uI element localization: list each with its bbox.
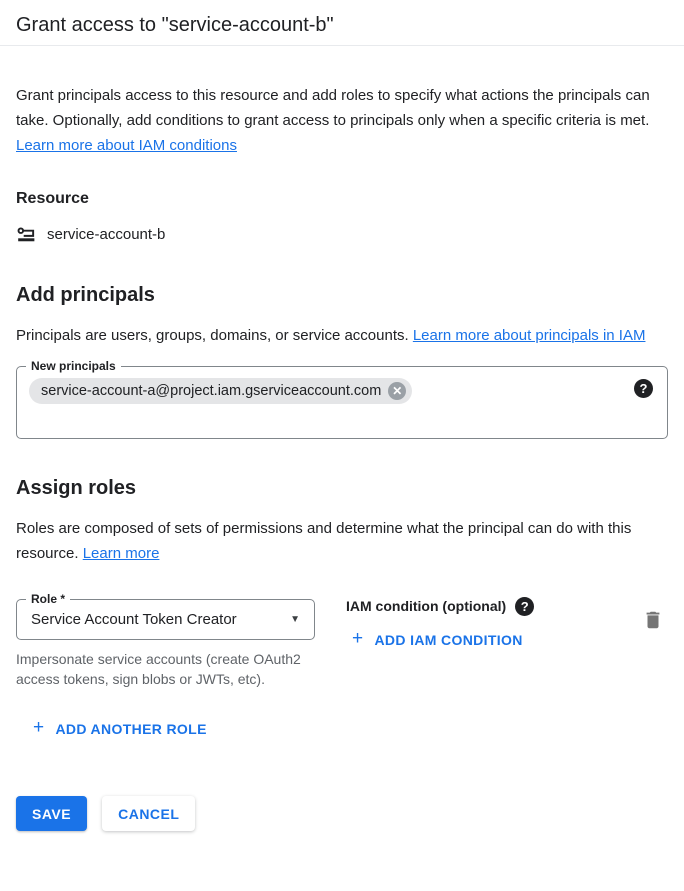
add-iam-condition-button[interactable] xyxy=(352,630,523,649)
plus-icon: + xyxy=(33,717,45,738)
principals-help-icon[interactable]: ? xyxy=(634,379,653,398)
dialog-actions xyxy=(16,796,668,831)
intro-text: Grant principals access to this resource and add roles to specify what actions the principals can take. Optionally, add conditions to grant access to principals only when a specific criteria is met. xyxy=(16,87,650,129)
principal-chip[interactable] xyxy=(29,378,412,404)
role-binding-row xyxy=(16,592,668,689)
principal-chip-text: service-account-a@project.iam.gserviceaccount.com xyxy=(41,383,382,399)
chip-close-icon[interactable]: ✕ xyxy=(388,382,406,400)
dialog-title: Grant access to "service-account-b" xyxy=(0,0,684,46)
principals-text: Principals are users, groups, domains, or service accounts. xyxy=(16,327,413,344)
role-select-label: Role * xyxy=(26,592,70,607)
new-principals-input[interactable] xyxy=(16,359,668,439)
resource-row xyxy=(16,224,668,246)
plus-icon: + xyxy=(352,628,364,649)
delete-role-button[interactable] xyxy=(638,605,668,635)
dialog-content xyxy=(0,83,684,831)
cancel-button[interactable]: CANCEL xyxy=(102,796,195,831)
add-iam-condition-label: ADD IAM CONDITION xyxy=(374,631,523,648)
save-button[interactable]: SAVE xyxy=(16,796,87,831)
new-principals-label: New principals xyxy=(26,359,121,374)
condition-help-icon[interactable]: ? xyxy=(515,597,534,616)
role-select-value: Service Account Token Creator xyxy=(31,611,237,628)
chevron-down-icon: ▼ xyxy=(290,614,300,625)
trash-icon xyxy=(642,609,664,631)
add-principals-heading: Add principals xyxy=(16,284,155,306)
assign-roles-heading: Assign roles xyxy=(16,477,137,499)
resource-heading: Resource xyxy=(16,190,89,207)
roles-learn-more-link[interactable]: Learn more xyxy=(82,545,160,562)
role-description: Impersonate service accounts (create OAuth2 access tokens, sign blobs or JWTs, etc). xyxy=(16,651,301,687)
principals-paragraph xyxy=(16,323,668,348)
condition-column xyxy=(346,599,534,650)
roles-paragraph xyxy=(16,516,668,566)
iam-condition-label-row xyxy=(346,597,534,616)
iam-condition-label: IAM condition (optional) xyxy=(346,598,507,614)
role-select[interactable] xyxy=(16,592,315,640)
service-account-icon xyxy=(16,225,37,246)
resource-name: service-account-b xyxy=(47,226,166,243)
principals-link[interactable]: Learn more about principals in IAM xyxy=(412,327,646,344)
role-column xyxy=(16,592,346,689)
add-another-role-label: ADD ANOTHER ROLE xyxy=(55,720,207,737)
add-another-role-button[interactable] xyxy=(33,719,207,738)
roles-text: Roles are composed of sets of permissions and determine what the principal can do with this resource. xyxy=(16,520,632,562)
intro-paragraph xyxy=(16,83,668,158)
iam-conditions-link[interactable]: Learn more about IAM conditions xyxy=(16,137,237,154)
